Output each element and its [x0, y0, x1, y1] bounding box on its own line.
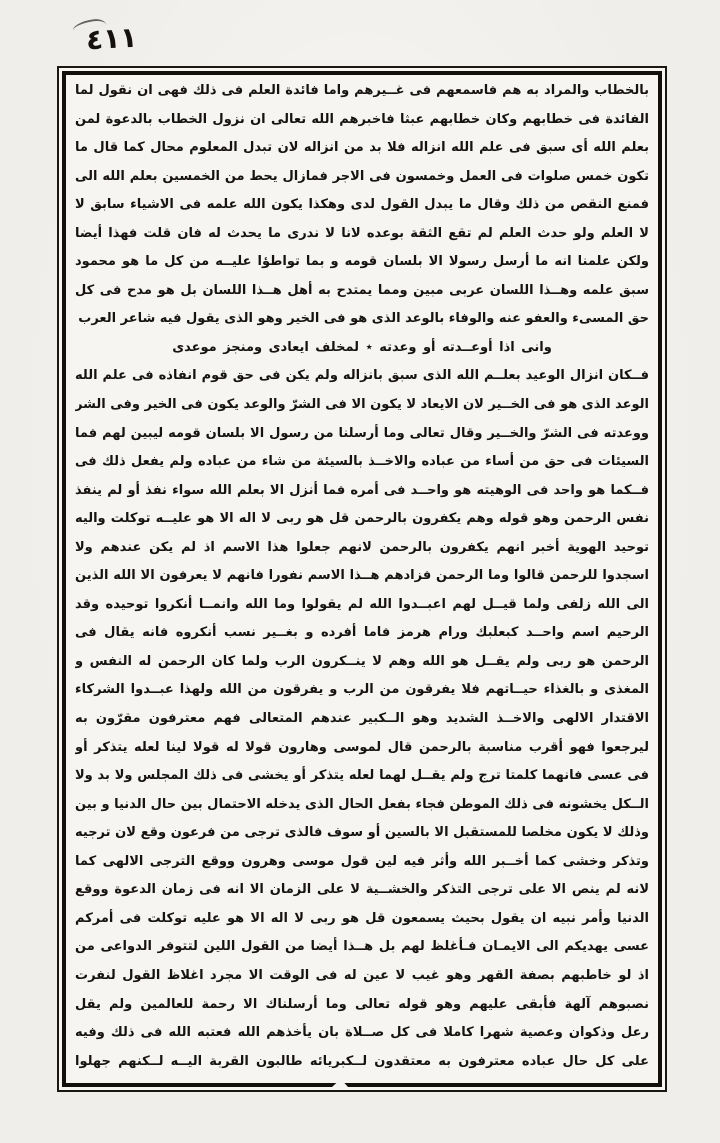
text-line: لانه لم ينص الا على ترجى التذكر والخشــية لا على الزمان الا انه فى زمان الدعوة ووقع [75, 882, 649, 898]
text-line: السيئات فى حق من أساء من عباده والاخــذ بالسيئة من شاء من عباده ولم يفعل ذلك فى [75, 454, 649, 470]
text-line: فــكما هو واحد فى الوهيته هو واحــد فى أمره فما أنزل الا بعلم الله سواء نفذ أو لم ينفذ [75, 482, 649, 498]
text-line: الــكل يخشونه فى ذلك الموطن فجاء بفعل الحال الذى يدخله الاحتمال بين حال الدنيا و بين [75, 796, 649, 812]
page-border-outer [57, 66, 667, 1092]
text-line: ولكن علمنا انه ما أرسل رسولا الا بلسان قومه و بما تواطؤا عليــه من كل ما هو محمود [75, 254, 649, 270]
text-line: الوعد الذى هو فى الخــير لان الايعاد لا يكون الا فى الشرّ والوعد يكون فى الخير وفى الشر [75, 397, 649, 413]
text-line: الفائدة فى خطابهم وكان خطابهم عبثا فاخبرهم الله تعالى ان نزول الخطاب بالدعوة لمن [75, 111, 649, 127]
text-line: بعلم الله أى سبق فى علم الله انزاله فلا بد من انزاله لان تبدل المعلوم محال كما قال ما [75, 140, 649, 156]
text-line: ليرجعوا فهو أقرب مناسبة بالرحمن قال لموسى وهارون قولا له قولا لينا لعله يتذكر أو [75, 739, 649, 755]
text-line: فمنع النقص من ذلك وقال ما يبدل القول لدى وهكذا يكون الله علمه فى الاشياء سابق لا [75, 197, 649, 213]
text-line: الرحمن هو ربى ولم يقــل هو الله وهم لا ينــكرون الرب ولما كان الرحمن له النفس و [75, 653, 649, 669]
text-line: فــكان انزال الوعيد بعلــم الله الذى سبق بانزاله ولم يكن فى حق قوم انفاذه فى علم الله [75, 368, 649, 384]
text-line: رعل وذكوان وعصية شهرا كاملا فى كل صــلاة بان يأخذهم الله فعتبه الله فى ذلك وفيه [75, 1025, 649, 1041]
text-line: توحيد الهوية أخبر انهم يكفرون بالرحمن لانهم جعلوا هذا الاسم اذ لم يكن عندهم ولا [75, 539, 649, 555]
text-line: حق المسىء والعفو عنه والوفاء بالوعد الذى هو فى الخير وهو الذى يقول فيه شاعر العرب [78, 311, 649, 327]
text-line: لا العلم ولو حدث العلم لم تقع الثقة بوعده لانا لا ندرى ما يحدث له فان قلت فهذا أيضا [75, 225, 649, 241]
text-line: المغذى و بالغذاء حيــاتهم فلا يفرقون من الرب و يفرقون من الله ولهذا عبــدوا الشركاء [75, 682, 649, 698]
text-line: الدنيا وأمر نبيه ان يقول بحيث يسمعون قل هو ربى لا اله الا هو عليه توكلت فى أمركم [75, 910, 649, 926]
text-line: وانى اذا أوعــدته أو وعدته ٭ لمخلف ايعادى ومنجز موعدى [172, 339, 552, 355]
text-line: بالخطاب والمراد به هم فاسمعهم فى غــيرهم واما فائدة العلم فى ذلك فهى ان نقول لما [75, 83, 649, 98]
text-line: عسى يهديكم الى الايمـان فـأغلظ لهم بل هــذا أيضا من القول اللين لتتوفر الدواعى من [75, 939, 649, 955]
text-line: نصبوهم آلهة فأبقى عليهم وهو قوله تعالى وما أرسلناك الا رحمة للعالمين ولم يقل [75, 996, 649, 1012]
text-line: وذلك لا يكون مخلصا للمستقبل الا بالسين أو سوف فالذى ترجى من فرعون وقع لان ترجيه [75, 825, 649, 841]
text-line: سبق علمه وهــذا اللسان عربى مبين ومما يمتدح به أهل هــذا اللسان بل هو مدح فى كل [75, 282, 649, 298]
text-line: تكون خمس صلوات فى العمل وخمسون فى الاجر فمازال يحط من الخمسين بعلم الله الى [75, 168, 649, 184]
text-line: فى عسى فانهما كلمتا ترج ولم يقــل لهما لعله يتذكر أو يخشى فى ذلك المجلس ولا بد ولا [75, 768, 649, 784]
text-line: اسجدوا للرحمن قالوا وما الرحمن فزادهم هــذا الاسم نفورا فانهم لا يعرفون الا الله الذين [75, 568, 649, 584]
text-lines [75, 77, 649, 1081]
text-line: على كل حال عباده معترفون به معتقدون لــكبريائه طالبون القربة اليــه لــكنهم جهلوا [75, 1053, 649, 1069]
text-line: ووعدته فى الشرّ والخــير وقال تعالى وما أرسلنا من رسول الا بلسان قومه ليبين لهم فما [75, 425, 649, 441]
text-line: اذ لو خاطبهم بصفة القهر وهو غيب لا عين له فى الوقت الا مجرد اغلاظ القول لنفرت [75, 967, 649, 983]
text-line: الرحيم اسم واحــد كبعلبك ورام هرمز فاما أفرده و بغــير نسب أنكروه فانه يقال فى [75, 625, 649, 641]
text-line: الى الله زلفى ولما قيــل لهم اعبــدوا الله لم يقولوا وما الله وانمــا أنكروا توحيده وقد [75, 596, 649, 612]
text-line: وتذكر وخشى كما أخــبر الله وأثر فيه لين قول موسى وهرون ووقع الترجى الالهى كما [75, 853, 649, 869]
page-number: ٤١١ [85, 20, 139, 57]
text-line: نفس الرحمن وهو قوله وهم يكفرون بالرحمن قل هو ربى لا اله الا هو عليــه توكلت واليه [75, 511, 649, 527]
page-border-inner [62, 71, 662, 1087]
text-line: الاقتدار الالهى والاخــذ الشديد وهو الــكبير عندهم المتعالى فهم معترفون مقرّون به [75, 711, 649, 727]
